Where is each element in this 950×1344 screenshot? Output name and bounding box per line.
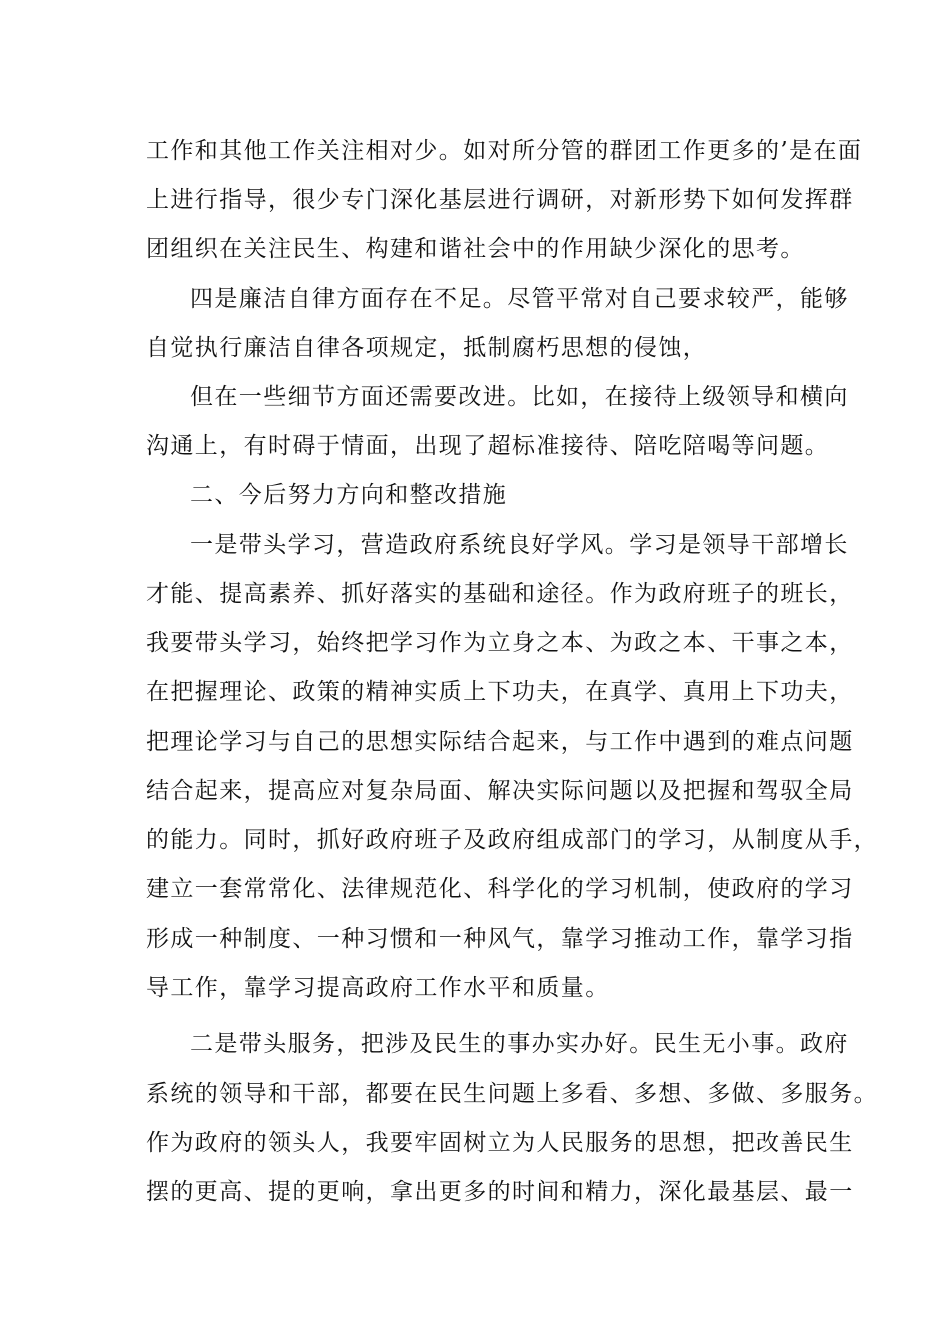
text-line: 建立一套常常化、法律规范化、科学化的学习机制，使政府的学习	[146, 876, 854, 902]
text-line: 的能力。同时，抓好政府班子及政府组成部门的学习，从制度从手，	[146, 827, 878, 853]
text-line: 沟通上，有时碍于情面，出现了超标准接待、陪吃陪喝等问题。	[146, 433, 830, 459]
text-line: 作为政府的领头人，我要牢固树立为人民服务的思想，把改善民生	[146, 1130, 854, 1156]
text-line: 形成一种制度、一种习惯和一种风气，靠学习推动工作，靠学习指	[146, 926, 854, 952]
text-line: 才能、提高素养、抓好落实的基础和途径。作为政府班子的班长，	[146, 581, 854, 607]
text-line: 把理论学习与自己的思想实际结合起来，与工作中遇到的难点问题	[146, 729, 854, 755]
text-line: 工作和其他工作关注相对少。如对所分管的群团工作更多的’是在面	[146, 138, 863, 164]
section-heading: 二、今后努力方向和整改措施	[190, 482, 508, 508]
text-line: 自觉执行廉洁自律各项规定，抵制腐朽思想的侵蚀，	[146, 335, 708, 361]
text-line: 导工作，靠学习提高政府工作水平和质量。	[146, 975, 610, 1001]
text-line: 我要带头学习，始终把学习作为立身之本、为政之本、干事之本，	[146, 630, 854, 656]
text-line: 上进行指导，很少专门深化基层进行调研，对新形势下如何发挥群	[146, 187, 854, 213]
paragraph-start-line: 四是廉洁自律方面存在不足。尽管平常对自己要求较严，能够	[190, 286, 849, 312]
paragraph-start-line: 但在一些细节方面还需要改进。比如，在接待上级领导和横向	[190, 384, 849, 410]
text-line: 团组织在关注民生、构建和谐社会中的作用缺少深化的思考。	[146, 236, 805, 262]
text-line: 摆的更高、提的更响，拿出更多的时间和精力，深化最基层、最一	[146, 1179, 854, 1205]
paragraph-start-line: 二是带头服务，把涉及民生的事办实办好。民生无小事。政府	[190, 1031, 849, 1057]
text-line: 在把握理论、政策的精神实质上下功夫，在真学、真用上下功夫，	[146, 679, 854, 705]
paragraph-start-line: 一是带头学习，营造政府系统良好学风。学习是领导干部增长	[190, 532, 849, 558]
text-line: 结合起来，提高应对复杂局面、解决实际问题以及把握和驾驭全局	[146, 778, 854, 804]
text-line: 系统的领导和干部，都要在民生问题上多看、多想、多做、多服务。	[146, 1081, 878, 1107]
